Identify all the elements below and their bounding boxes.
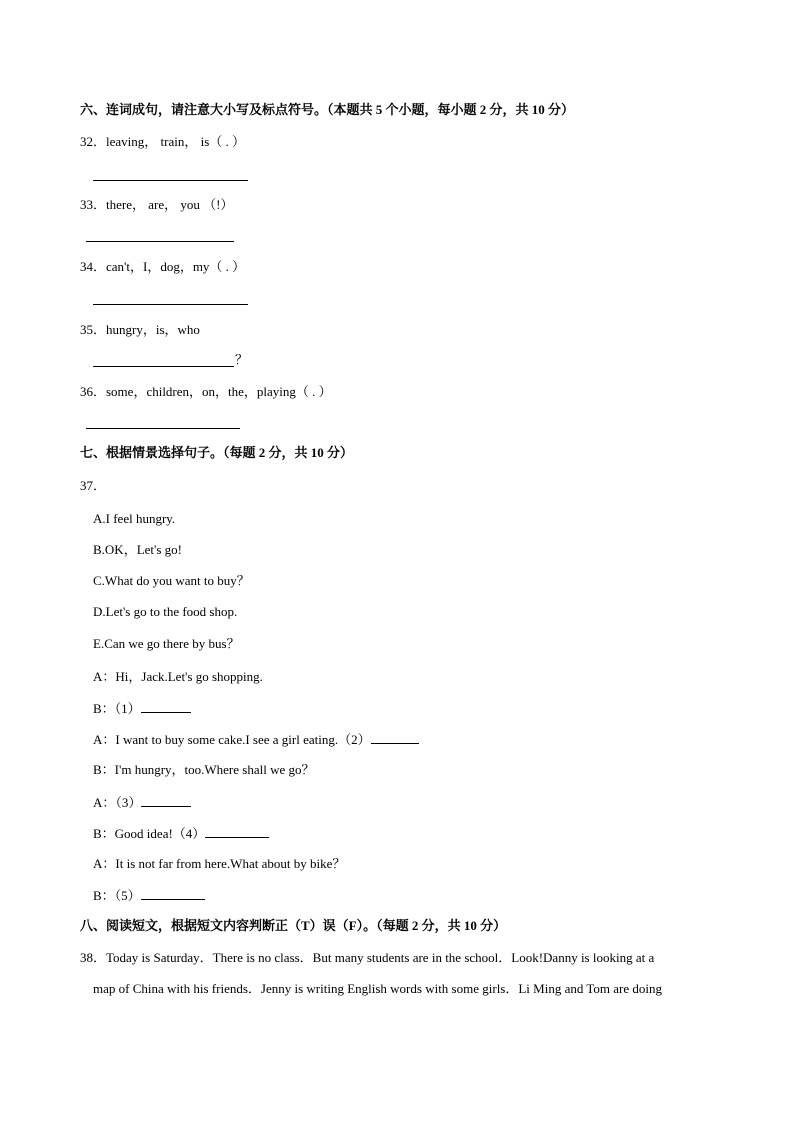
- question-33: 33．there， are， you （!）: [80, 197, 234, 212]
- blank-3[interactable]: [141, 794, 191, 807]
- option-e: E.Can we go there by bus？: [93, 636, 240, 651]
- blank-5[interactable]: [141, 887, 205, 900]
- answer-line-34[interactable]: [93, 304, 248, 305]
- dialogue-line-6: [93, 825, 269, 842]
- option-d: D.Let's go to the food shop.: [93, 604, 238, 619]
- question-35: 35．hungry，is，who: [80, 322, 200, 337]
- answer-line-33[interactable]: [86, 241, 234, 242]
- dialogue-line-2: [93, 700, 191, 717]
- dialogue-line-3-text: A：I want to buy some cake.I see a girl eating.（2）: [93, 732, 371, 747]
- dialogue-line-1: A：Hi，Jack.Let's go shopping.: [93, 669, 263, 684]
- section-8-title: 八、阅读短文，根据短文内容判断正（T）误（F）。（每题 2 分，共 10 分）: [80, 918, 507, 933]
- answer-line-35[interactable]: [93, 366, 234, 367]
- dialogue-line-5-text: A：（3）: [93, 795, 142, 810]
- dialogue-line-5: [93, 794, 191, 811]
- blank-2[interactable]: [371, 731, 419, 744]
- blank-1[interactable]: [141, 700, 191, 713]
- section-6-title: 六、连词成句，请注意大小写及标点符号。（本题共 5 个小题，每小题 2 分，共 10 分）: [80, 102, 575, 117]
- option-b: B.OK，Let's go!: [93, 542, 183, 557]
- section-7-title: 七、根据情景选择句子。（每题 2 分，共 10 分）: [80, 445, 354, 460]
- dialogue-line-7: A：It is not far from here.What about by bike？: [93, 856, 346, 871]
- dialogue-line-2-text: B：（1）: [93, 701, 141, 716]
- question-37: 37．: [80, 478, 107, 493]
- dialogue-line-8-text: B：（5）: [93, 888, 141, 903]
- question-36: 36．some，children，on，the，playing（ . ）: [80, 384, 332, 399]
- question-35-end-mark: ？: [235, 352, 249, 367]
- passage-line-2: map of China with his friends．Jenny is writing English words with some girls．Li Ming and Tom are doing: [93, 981, 662, 996]
- answer-line-36[interactable]: [86, 428, 240, 429]
- answer-line-32[interactable]: [93, 180, 248, 181]
- dialogue-line-6-text: B：Good idea!（4）: [93, 826, 206, 841]
- option-c: C.What do you want to buy？: [93, 573, 250, 588]
- passage-line-1: 38．Today is Saturday．There is no class．But many students are in the school．Look!Danny is looking at a: [80, 950, 655, 965]
- question-34: 34．can't，I，dog，my（ . ）: [80, 259, 246, 274]
- question-32: 32．leaving， train， is（ . ）: [80, 134, 246, 149]
- dialogue-line-8: [93, 887, 205, 904]
- blank-4[interactable]: [205, 825, 269, 838]
- dialogue-line-3: [93, 731, 419, 748]
- dialogue-line-4: B：I'm hungry，too.Where shall we go？: [93, 762, 315, 777]
- option-a: A.I feel hungry.: [93, 511, 176, 526]
